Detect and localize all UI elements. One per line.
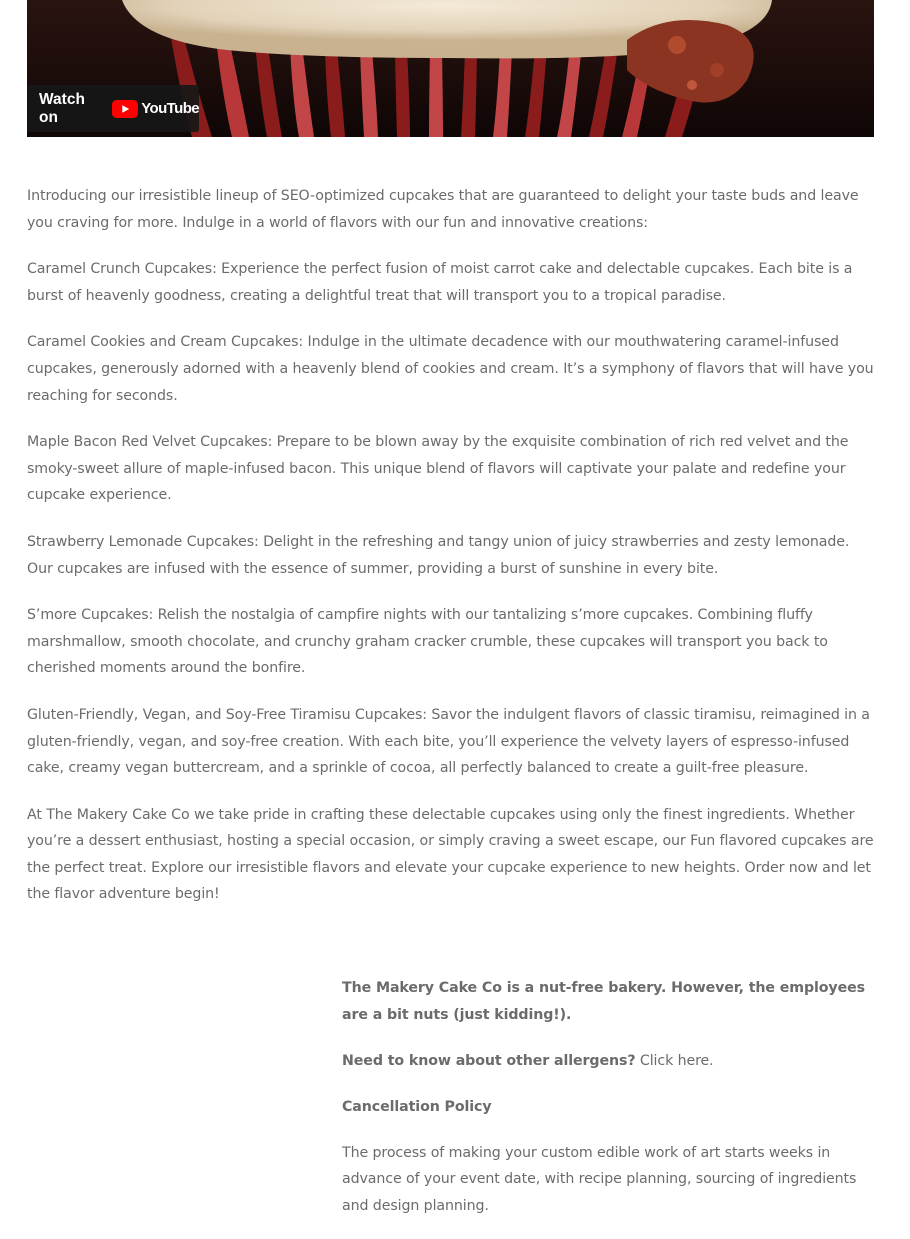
flavor-paragraph: Caramel Cookies and Cream Cupcakes: Indulge in the ultimate decadence with our mouthwatering caramel-infused cupcakes, generously adorned with a heavenly blend of cookies and cream. It’s a symphony of flavors that will have you reaching for seconds. [27,334,874,404]
watch-on-youtube-button[interactable] [27,85,199,132]
closing-paragraph: At The Makery Cake Co we take pride in crafting these delectable cupcakes using only the finest ingredients. Whether you’re a dessert enthusiast, hosting a special occasion, or simply craving a sweet escape, our Fun flavored cupcakes are the perfect treat. Explore our irresistible flavors and elevate your cupcake experience to new heights. Order now and let the flavor adventure begin! [27,806,874,903]
nut-free-notice [342,975,874,1028]
watch-on-label: Watch on [39,90,85,126]
cancellation-heading: Cancellation Policy [342,1098,492,1115]
allergens-link[interactable]: Click here. [639,1052,714,1069]
youtube-play-icon [112,100,138,118]
allergens-question: Need to know about other allergens? [342,1052,636,1069]
bakery-info-section [342,975,874,1239]
cancellation-text: The process of making your custom edible work of art starts weeks in advance of your event date, with recipe planning, sourcing of ingredients and design planning. [342,1144,857,1215]
flavor-paragraph: S’more Cupcakes: Relish the nostalgia of campfire nights with our tantalizing s’more cupcakes. Combining fluffy marshmallow, smooth chocolate, and crunchy graham cracker crumble, these cupcakes will transport you back to cherished moments around the bonfire. [27,607,828,677]
flavor-paragraph: Gluten-Friendly, Vegan, and Soy-Free Tiramisu Cupcakes: Savor the indulgent flavors of classic tiramisu, reimagined in a gluten-friendly, vegan, and soy-free creation. With each bite, you’ll experience the velvety layers of espresso-infused cake, creamy vegan buttercream, and a sprinkle of cocoa, all perfectly balanced to create a guilt-free pleasure. [27,706,870,777]
flavor-paragraph: Caramel Crunch Cupcakes: Experience the perfect fusion of moist carrot cake and delectable cupcakes. Each bite is a burst of heavenly goodness, creating a delightful treat that will transport you to a tropical paradise. [27,261,853,304]
flavor-paragraph: Strawberry Lemonade Cupcakes: Delight in the refreshing and tangy union of juicy strawberries and zesty lemonade. Our cupcakes are infused with the essence of summer, providing a burst of sunshine in every bite. [27,533,850,577]
flavor-paragraph: Maple Bacon Red Velvet Cupcakes: Prepare to be blown away by the exquisite combination of rich red velvet and the smoky-sweet allure of maple-infused bacon. This unique blend of flavors will captivate your palate and redefine your cupcake experience. [27,434,849,504]
youtube-logo-icon [112,100,199,118]
cancellation-heading-line [342,1094,874,1121]
nut-free-text: The Makery Cake Co is a nut-free bakery. However, the employees are a bit nuts (just kidding!). [342,980,865,1023]
article-body [27,183,875,928]
allergens-line [342,1048,874,1075]
youtube-wordmark: YouTube [141,100,199,117]
intro-paragraph: Introducing our irresistible lineup of SEO-optimized cupcakes that are guaranteed to delight your taste buds and leave you craving for more. Indulge in a world of flavors with our fun and innovative creations: [27,188,859,231]
